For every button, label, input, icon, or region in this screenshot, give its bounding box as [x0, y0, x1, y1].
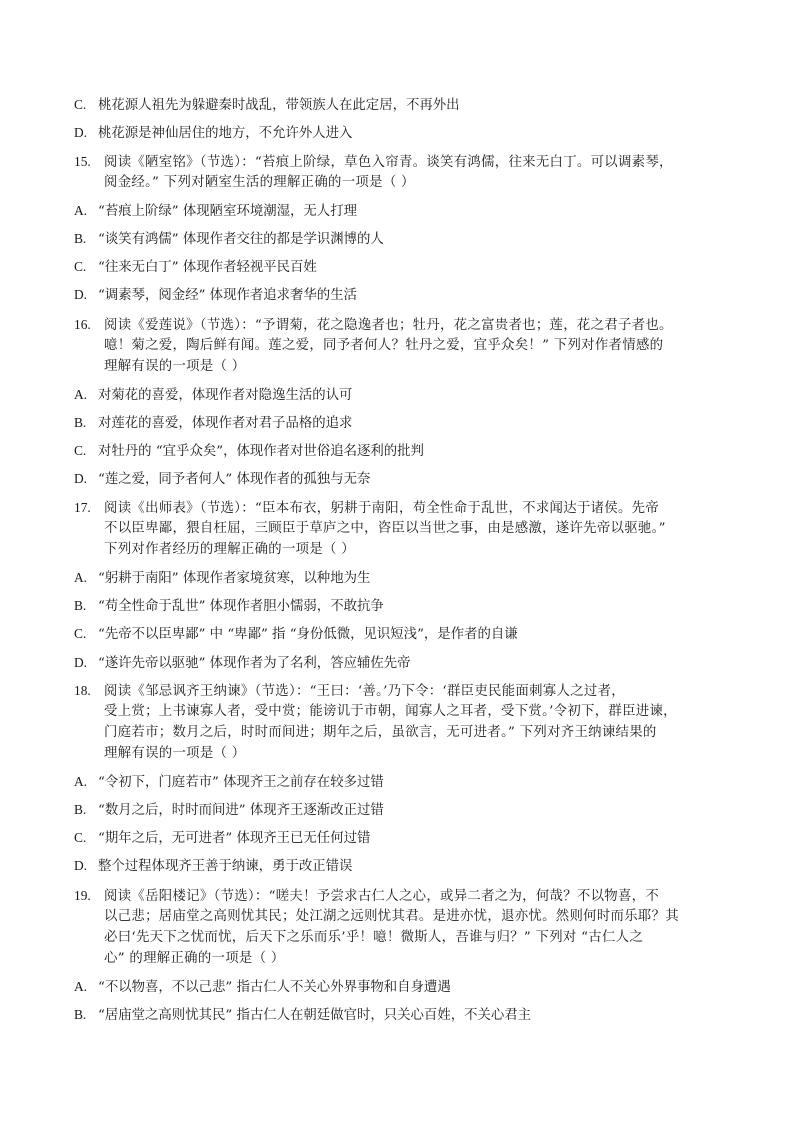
- option-text: “期年之后，无可进者” 体现齐王已无任何过错: [98, 831, 371, 846]
- question-stem-continued: [104, 927, 740, 949]
- question-text: 下列对作者经历的理解正确的一项是（ ）: [104, 542, 355, 557]
- question-text: 阅读《出师表》（节选）：“臣本布衣，躬耕于南阳，苟全性命于乱世，不求闻达于诸侯。先帝: [104, 501, 660, 516]
- question-text: 门庭若市；数月之后，时时而间进；期年之后，虽欲言，无可进者。” 下列对齐王纳谏结果的: [104, 725, 657, 740]
- option-text: “数月之后，时时而间进” 体现齐王逐渐改正过错: [98, 803, 384, 818]
- option-line: [74, 412, 740, 435]
- option-line: [74, 468, 740, 491]
- question-text: 阅读《邹忌讽齐王纳谏》（节选）：“王曰：‘善。’乃下令：‘群臣吏民能面刺寡人之过者，: [104, 684, 625, 699]
- option-text: 对牡丹的 “宜乎众矣”，体现作者对世俗追名逐利的批判: [98, 444, 424, 459]
- question-stem-continued: [104, 518, 740, 540]
- option-letter: D.: [74, 471, 88, 486]
- option-letter: B.: [74, 598, 87, 613]
- option-letter: D.: [74, 655, 88, 670]
- option-text: 整个过程体现齐王善于纳谏，勇于改正错误: [98, 859, 353, 874]
- question-stem: [74, 314, 740, 337]
- question-stem-continued: [104, 172, 740, 194]
- option-letter: A.: [74, 979, 88, 994]
- question-stem-continued: [104, 335, 740, 357]
- option-letter: A.: [74, 570, 88, 585]
- option-letter: D.: [74, 287, 88, 302]
- question-number: 15.: [74, 154, 91, 169]
- question-stem: [74, 497, 740, 520]
- option-text: “遂许先帝以驱驰” 体现作者为了名利，答应辅佐先帝: [98, 656, 411, 671]
- question-number: 17.: [74, 500, 91, 515]
- option-letter: A.: [74, 387, 88, 402]
- option-letter: C.: [74, 259, 87, 274]
- option-line: [74, 623, 740, 646]
- question-number: 16.: [74, 317, 91, 332]
- option-text: “苟全性命于乱世” 体现作者胆小懦弱，不敢抗争: [98, 599, 384, 614]
- option-letter: B.: [74, 1007, 87, 1022]
- option-letter: C.: [74, 97, 87, 112]
- question-stem-continued: [104, 356, 740, 378]
- question-stem-continued: [104, 743, 740, 765]
- option-text: “先帝不以臣卑鄙” 中 “卑鄙” 指 “身份低微，见识短浅”，是作者的自谦: [98, 627, 518, 642]
- option-text: “躬耕于南阳” 体现作者家境贫寒，以种地为生: [98, 571, 371, 586]
- option-line: [74, 256, 740, 279]
- option-letter: C.: [74, 830, 87, 845]
- question-text: 以己悲；居庙堂之高则忧其民；处江湖之远则忧其君。是进亦忧，退亦忧。然则何时而乐耶？其: [104, 909, 680, 924]
- question-text: 受上赏；上书谏寡人者，受中赏；能谤讥于市朝，闻寡人之耳者，受下赏。’令初下，群臣进谏，: [104, 704, 677, 719]
- option-line: [74, 228, 740, 251]
- question-text: 理解有误的一项是（ ）: [104, 359, 246, 374]
- option-letter: B.: [74, 231, 87, 246]
- option-line: [74, 799, 740, 822]
- option-line: [74, 595, 740, 618]
- option-line: [74, 94, 740, 117]
- option-text: 对莲花的喜爱，体现作者对君子品格的追求: [98, 416, 353, 431]
- question-stem-continued: [104, 722, 740, 744]
- option-line: [74, 855, 740, 878]
- question-text: 阅金经。” 下列对陋室生活的理解正确的一项是（ ）: [104, 175, 415, 190]
- option-letter: C.: [74, 443, 87, 458]
- option-line: [74, 652, 740, 675]
- option-text: “不以物喜，不以己悲” 指古仁人不关心外界事物和自身遭遇: [98, 980, 451, 995]
- option-text: 桃花源人祖先为躲避秦时战乱，带领族人在此定居，不再外出: [98, 98, 460, 113]
- question-stem-continued: [104, 906, 740, 928]
- option-text: “谈笑有鸿儒” 体现作者交往的都是学识渊博的人: [98, 232, 384, 247]
- option-line: [74, 771, 740, 794]
- option-text: 桃花源是神仙居住的地方，不允许外人进入: [98, 126, 353, 141]
- question-stem-continued: [104, 539, 740, 561]
- question-stem: [74, 680, 740, 703]
- option-line: [74, 827, 740, 850]
- question-text: 心” 的理解正确的一项是（ ）: [104, 951, 285, 966]
- question-text: 噫！菊之爱，陶后鲜有闻。莲之爱，同予者何人？牡丹之爱，宜乎众矣！” 下列对作者情感的: [104, 338, 664, 353]
- option-line: [74, 1004, 740, 1027]
- question-stem-continued: [104, 701, 740, 723]
- question-text: 阅读《陋室铭》（节选）：“苔痕上阶绿，草色入帘青。谈笑有鸿儒，往来无白丁。可以调素琴，: [104, 155, 673, 170]
- option-line: [74, 440, 740, 463]
- option-letter: A.: [74, 203, 88, 218]
- option-letter: D.: [74, 858, 88, 873]
- question-text: 必曰‘先天下之忧而忧，后天下之乐而乐’乎！噫！微斯人，吾谁与归？” 下列对 “古仁人之: [104, 930, 644, 945]
- option-text: “令初下，门庭若市” 体现齐王之前存在较多过错: [98, 775, 384, 790]
- question-number: 19.: [74, 888, 91, 903]
- option-letter: A.: [74, 774, 88, 789]
- option-text: “莲之爱，同予者何人” 体现作者的孤独与无奈: [98, 472, 371, 487]
- question-stem-continued: [104, 948, 740, 970]
- option-text: “苔痕上阶绿” 体现陋室环境潮湿，无人打理: [98, 204, 357, 219]
- option-line: [74, 200, 740, 223]
- question-text: 阅读《岳阳楼记》（节选）：“嗟夫！予尝求古仁人之心，或异二者之为，何哉？不以物喜，不: [104, 889, 660, 904]
- option-text: “调素琴，阅金经” 体现作者追求奢华的生活: [98, 288, 357, 303]
- option-letter: D.: [74, 125, 88, 140]
- option-line: [74, 122, 740, 145]
- option-line: [74, 384, 740, 407]
- option-text: 对菊花的喜爱，体现作者对隐逸生活的认可: [98, 388, 353, 403]
- question-text: 理解有误的一项是（ ）: [104, 746, 246, 761]
- question-text: 不以臣卑鄙，猥自枉屈，三顾臣于草庐之中，咨臣以当世之事，由是感激，遂许先帝以驱驰。”: [104, 521, 666, 536]
- question-number: 18.: [74, 683, 91, 698]
- option-line: [74, 567, 740, 590]
- option-line: [74, 284, 740, 307]
- option-text: “居庙堂之高则忧其民” 指古仁人在朝廷做官时，只关心百姓，不关心君主: [98, 1008, 532, 1023]
- option-letter: B.: [74, 802, 87, 817]
- option-letter: B.: [74, 415, 87, 430]
- option-letter: C.: [74, 626, 87, 641]
- question-stem: [74, 885, 740, 908]
- option-text: “往来无白丁” 体现作者轻视平民百姓: [98, 260, 317, 275]
- question-stem: [74, 151, 740, 174]
- option-line: [74, 976, 740, 999]
- question-text: 阅读《爱莲说》（节选）：“予谓菊，花之隐逸者也；牡丹，花之富贵者也；莲，花之君子者也。: [104, 318, 673, 333]
